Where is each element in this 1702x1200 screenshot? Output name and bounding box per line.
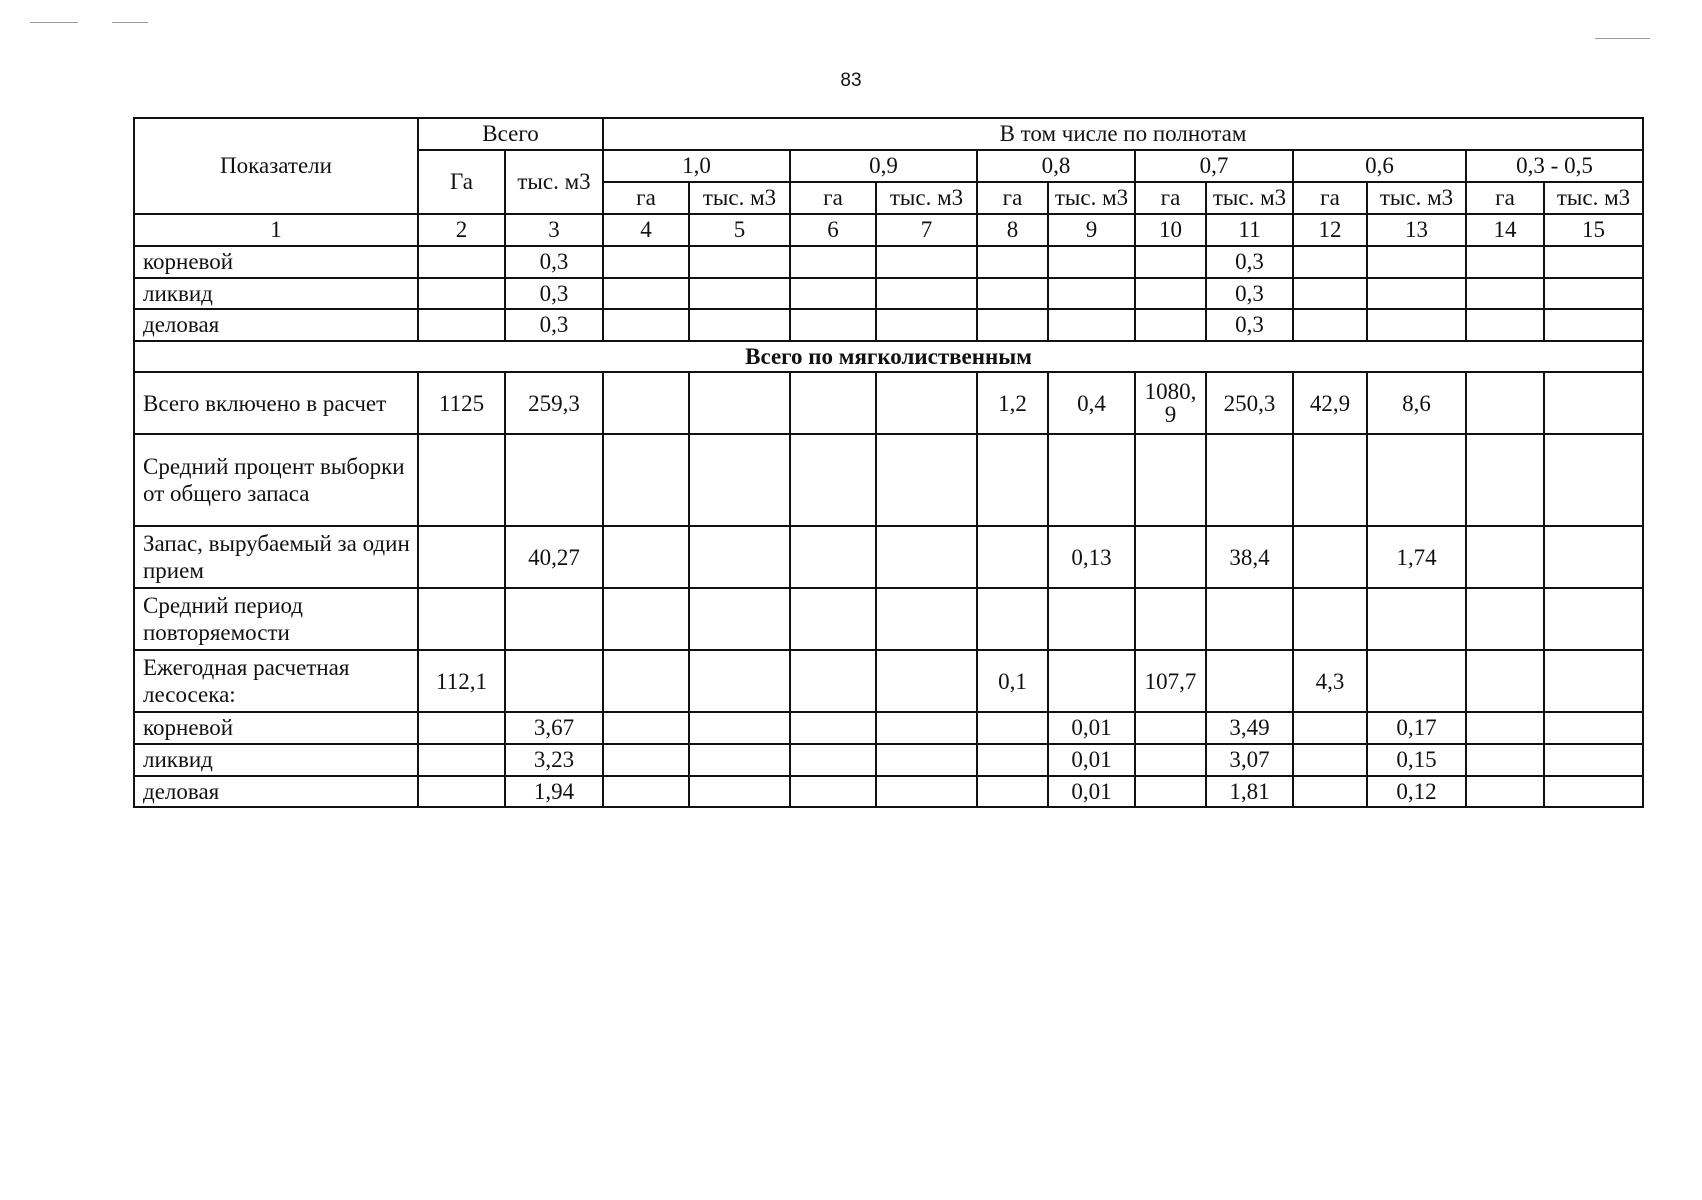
section-heading-body — [134, 341, 1643, 373]
section-title: Всего по мягколиственным — [134, 341, 1643, 373]
column-number: 14 — [1466, 214, 1544, 246]
table-cell: 0,3 — [1206, 278, 1293, 310]
table-cell — [689, 278, 790, 310]
table-cell — [1293, 776, 1367, 808]
table-cell — [1293, 712, 1367, 744]
table-cell — [1206, 650, 1293, 712]
table-cell — [790, 776, 876, 808]
header-row — [134, 118, 1643, 150]
table-cell — [1206, 434, 1293, 526]
table-row — [134, 434, 1643, 526]
table-cell — [1367, 434, 1466, 526]
table-cell — [603, 278, 689, 310]
table-cell — [790, 309, 876, 341]
table-cell — [1367, 588, 1466, 650]
table-cell — [418, 434, 505, 526]
table-cell — [1466, 776, 1544, 808]
table-cell — [418, 588, 505, 650]
volume-header: тыс. м3 — [1544, 182, 1643, 214]
table-cell — [876, 588, 977, 650]
table-cell: 1,81 — [1206, 776, 1293, 808]
table-cell — [1135, 776, 1206, 808]
table-cell: 1,2 — [977, 372, 1048, 434]
row-label: ликвид — [134, 278, 418, 310]
column-number: 5 — [689, 214, 790, 246]
section-row — [134, 341, 1643, 373]
table-cell — [689, 650, 790, 712]
table-cell — [689, 372, 790, 434]
table-cell — [1048, 434, 1135, 526]
column-number: 10 — [1135, 214, 1206, 246]
table-cell — [1135, 246, 1206, 278]
scan-artifact — [112, 22, 148, 23]
table-cell: 112,1 — [418, 650, 505, 712]
table-cell — [689, 246, 790, 278]
table-cell — [1466, 246, 1544, 278]
ha-total-header: Га — [418, 150, 505, 214]
indicators-header: Показатели — [134, 118, 418, 214]
column-number: 3 — [505, 214, 603, 246]
table-row — [134, 776, 1643, 808]
table-cell — [1466, 526, 1544, 588]
table-cell — [977, 588, 1048, 650]
table-header — [134, 118, 1643, 246]
table-cell — [1135, 712, 1206, 744]
table-cell — [689, 309, 790, 341]
table-cell — [505, 588, 603, 650]
table-cell — [418, 309, 505, 341]
table-cell — [790, 434, 876, 526]
table-cell — [977, 526, 1048, 588]
table-cell — [418, 712, 505, 744]
table-cell — [1367, 650, 1466, 712]
table-cell — [603, 744, 689, 776]
volume-header: тыс. м3 — [689, 182, 790, 214]
table-cell — [603, 372, 689, 434]
density-header: 0,7 — [1135, 150, 1293, 182]
row-label: Запас, вырубаемый за один прием — [134, 526, 418, 588]
table-cell: 1,74 — [1367, 526, 1466, 588]
row-label: корневой — [134, 712, 418, 744]
table-cell: 3,07 — [1206, 744, 1293, 776]
row-label: Средний период повторяемости — [134, 588, 418, 650]
column-number-row — [134, 214, 1643, 246]
table-row — [134, 588, 1643, 650]
table-cell — [1466, 278, 1544, 310]
table-cell — [689, 526, 790, 588]
table-cell: 107,7 — [1135, 650, 1206, 712]
total-header: Всего — [418, 118, 603, 150]
table-cell — [1466, 712, 1544, 744]
table-row — [134, 712, 1643, 744]
ha-header: га — [1466, 182, 1544, 214]
table-cell — [505, 650, 603, 712]
table-cell — [1544, 278, 1643, 310]
density-header: 0,3 - 0,5 — [1466, 150, 1643, 182]
scan-artifact — [30, 22, 78, 23]
table-cell: 0,3 — [505, 246, 603, 278]
table-cell: 0,01 — [1048, 712, 1135, 744]
table-cell: 0,4 — [1048, 372, 1135, 434]
table-cell — [876, 434, 977, 526]
table-cell — [876, 246, 977, 278]
table-cell — [1135, 434, 1206, 526]
table-cell — [603, 776, 689, 808]
column-number: 13 — [1367, 214, 1466, 246]
table-row — [134, 526, 1643, 588]
row-label: Всего включено в расчет — [134, 372, 418, 434]
table-row — [134, 246, 1643, 278]
table-cell — [1293, 526, 1367, 588]
table-cell — [876, 309, 977, 341]
table-cell — [977, 712, 1048, 744]
table-row — [134, 372, 1643, 434]
table-cell: 38,4 — [1206, 526, 1293, 588]
table-row — [134, 278, 1643, 310]
ha-header: га — [1293, 182, 1367, 214]
table-cell — [418, 278, 505, 310]
table-cell — [876, 712, 977, 744]
table-cell — [689, 744, 790, 776]
row-label: корневой — [134, 246, 418, 278]
table-cell: 1080,9 — [1135, 372, 1206, 434]
table-cell — [790, 712, 876, 744]
column-number: 11 — [1206, 214, 1293, 246]
table-cell — [977, 776, 1048, 808]
table-cell — [790, 526, 876, 588]
column-number: 6 — [790, 214, 876, 246]
table-cell — [1544, 246, 1643, 278]
table-cell — [790, 246, 876, 278]
table-row — [134, 309, 1643, 341]
table-cell: 1,94 — [505, 776, 603, 808]
column-number: 9 — [1048, 214, 1135, 246]
table-cell — [790, 650, 876, 712]
table-cell: 0,01 — [1048, 776, 1135, 808]
table-cell — [603, 434, 689, 526]
table-cell: 0,1 — [977, 650, 1048, 712]
table-cell: 0,13 — [1048, 526, 1135, 588]
table-cell — [1293, 309, 1367, 341]
column-number: 15 — [1544, 214, 1643, 246]
table-cell: 0,17 — [1367, 712, 1466, 744]
table-cell — [1293, 278, 1367, 310]
table-cell — [876, 526, 977, 588]
table-cell — [603, 712, 689, 744]
table-cell: 3,49 — [1206, 712, 1293, 744]
table-cell — [1367, 246, 1466, 278]
table-cell — [876, 776, 977, 808]
table-cell — [876, 372, 977, 434]
column-number: 2 — [418, 214, 505, 246]
ha-header: га — [977, 182, 1048, 214]
table-cell: 250,3 — [1206, 372, 1293, 434]
table-cell — [603, 588, 689, 650]
row-label: деловая — [134, 309, 418, 341]
column-number: 7 — [876, 214, 977, 246]
table-cell: 3,23 — [505, 744, 603, 776]
table-cell: 40,27 — [505, 526, 603, 588]
table-cell — [1293, 434, 1367, 526]
forest-indicators-table — [133, 117, 1644, 808]
table-cell — [1367, 309, 1466, 341]
table-cell — [1048, 278, 1135, 310]
table-cell: 0,3 — [505, 278, 603, 310]
table-cell — [876, 744, 977, 776]
table-cell — [1048, 309, 1135, 341]
table-cell — [790, 278, 876, 310]
table-cell — [1135, 588, 1206, 650]
table-cell — [790, 744, 876, 776]
ha-header: га — [603, 182, 689, 214]
table-cell — [1135, 278, 1206, 310]
table-cell — [1544, 309, 1643, 341]
table-cell — [1466, 744, 1544, 776]
volume-header: тыс. м3 — [1367, 182, 1466, 214]
table-cell — [790, 588, 876, 650]
table-cell — [603, 246, 689, 278]
table-cell — [603, 526, 689, 588]
volume-header: тыс. м3 — [1048, 182, 1135, 214]
table-cell: 4,3 — [1293, 650, 1367, 712]
table-cell — [1293, 588, 1367, 650]
table-body-bottom — [134, 372, 1643, 807]
table-cell: 42,9 — [1293, 372, 1367, 434]
including-header: В том числе по полнотам — [603, 118, 1643, 150]
table-cell — [977, 246, 1048, 278]
table-cell — [418, 744, 505, 776]
table-cell — [1544, 434, 1643, 526]
column-number: 12 — [1293, 214, 1367, 246]
table-cell — [1466, 434, 1544, 526]
volume-header: тыс. м3 — [876, 182, 977, 214]
table-cell — [1293, 246, 1367, 278]
table-cell — [876, 278, 977, 310]
table-cell — [1544, 776, 1643, 808]
table-cell — [1048, 588, 1135, 650]
table-cell — [977, 278, 1048, 310]
row-label: Ежегодная расчетная лесосека: — [134, 650, 418, 712]
table-cell: 0,3 — [1206, 246, 1293, 278]
table-cell — [1544, 650, 1643, 712]
table-cell — [1135, 309, 1206, 341]
density-header: 1,0 — [603, 150, 790, 182]
table-cell — [1544, 712, 1643, 744]
table-cell — [418, 526, 505, 588]
table-cell: 0,15 — [1367, 744, 1466, 776]
table-cell — [418, 246, 505, 278]
table-cell — [689, 776, 790, 808]
table-cell — [418, 776, 505, 808]
table-cell — [1544, 744, 1643, 776]
column-number: 4 — [603, 214, 689, 246]
table-body-top — [134, 246, 1643, 341]
table-cell: 8,6 — [1367, 372, 1466, 434]
table-cell — [1048, 650, 1135, 712]
table-cell — [1206, 588, 1293, 650]
volume-header: тыс. м3 — [1206, 182, 1293, 214]
density-header: 0,9 — [790, 150, 977, 182]
table-cell — [689, 434, 790, 526]
table-cell — [505, 434, 603, 526]
table-cell — [977, 309, 1048, 341]
row-label: деловая — [134, 776, 418, 808]
table-cell — [1135, 744, 1206, 776]
table-cell — [1293, 744, 1367, 776]
table-cell: 0,3 — [1206, 309, 1293, 341]
volume-total-header: тыс. м3 — [505, 150, 603, 214]
table-cell — [1466, 650, 1544, 712]
table-cell: 259,3 — [505, 372, 603, 434]
table-cell: 0,12 — [1367, 776, 1466, 808]
table-cell — [790, 372, 876, 434]
table-cell: 3,67 — [505, 712, 603, 744]
table-row — [134, 650, 1643, 712]
density-header: 0,8 — [977, 150, 1135, 182]
table-cell — [977, 744, 1048, 776]
table-cell — [689, 712, 790, 744]
table-cell — [1466, 588, 1544, 650]
table-cell — [603, 650, 689, 712]
row-label: Средний процент выборки от общего запаса — [134, 434, 418, 526]
ha-header: га — [790, 182, 876, 214]
column-number: 1 — [134, 214, 418, 246]
column-number: 8 — [977, 214, 1048, 246]
table-cell: 0,01 — [1048, 744, 1135, 776]
table-cell — [876, 650, 977, 712]
table-cell — [977, 434, 1048, 526]
table-row — [134, 744, 1643, 776]
density-header: 0,6 — [1293, 150, 1466, 182]
table-cell — [1048, 246, 1135, 278]
table-cell — [1367, 278, 1466, 310]
scan-artifact — [1595, 38, 1650, 39]
table-cell — [1466, 309, 1544, 341]
page-number: 83 — [840, 70, 862, 91]
table-cell — [1135, 526, 1206, 588]
table-cell: 1125 — [418, 372, 505, 434]
table-cell — [603, 309, 689, 341]
ha-header: га — [1135, 182, 1206, 214]
table-cell — [1544, 372, 1643, 434]
table-cell — [1544, 526, 1643, 588]
table-cell: 0,3 — [505, 309, 603, 341]
table-cell — [1544, 588, 1643, 650]
row-label: ликвид — [134, 744, 418, 776]
table-cell — [1466, 372, 1544, 434]
table-cell — [689, 588, 790, 650]
